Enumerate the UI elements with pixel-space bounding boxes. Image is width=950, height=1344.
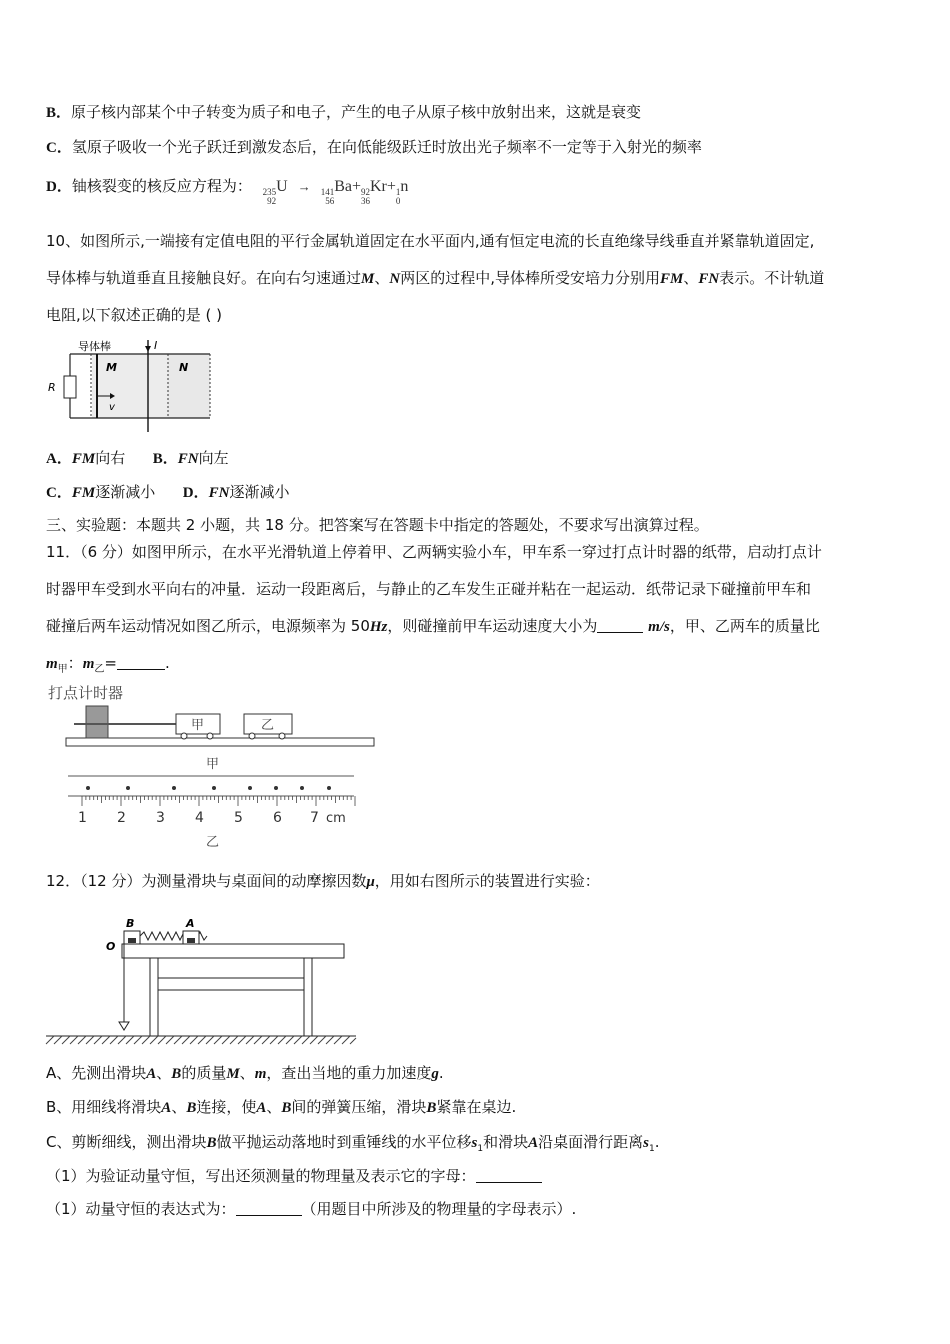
q12-sub-question-1 — [46, 1166, 542, 1186]
ruler-label: 2 — [117, 810, 126, 826]
current-label: I — [154, 339, 158, 352]
option-text: 氢原子吸收一个光子跃迁到激发态后，在向低能级跃迁时放出光子频率不一定等于入射光的频率 — [71, 138, 702, 156]
q9-option-c — [46, 137, 702, 158]
text: ，查出当地的重力加速度 — [266, 1064, 432, 1082]
symbol-m: m — [46, 656, 58, 672]
neutron-symbol: n — [400, 178, 409, 195]
origin-label: O — [106, 940, 116, 953]
option-text: 铀核裂变的核反应方程为： — [71, 177, 252, 195]
symbol: B — [281, 1100, 292, 1116]
region-m-label: M — [106, 361, 117, 374]
option-letter: C． — [46, 485, 72, 501]
answer-blank-expression[interactable] — [236, 1201, 302, 1216]
q11-line-1: 11．（6 分）如图甲所示，在水平光滑轨道上停着甲、乙两辆实验小车，甲车系一穿过打点计时器的纸带，启动打点计 — [46, 543, 822, 561]
resistor-label: R — [48, 381, 56, 394]
unit-mps: m/s — [648, 619, 670, 635]
symbol: s — [471, 1135, 478, 1151]
ruler-labels — [78, 810, 346, 826]
tape-dot — [126, 786, 130, 790]
text: . — [164, 654, 170, 672]
reaction-arrow: → — [297, 179, 311, 194]
q12-table-apparatus — [44, 914, 360, 1048]
text: ，则碰撞前甲车运动速度大小为 — [387, 617, 598, 635]
ruler-minor-ticks — [82, 796, 355, 806]
cart-a-wheel — [181, 733, 187, 739]
answer-blank-quantities[interactable] — [476, 1168, 542, 1183]
symbol: B — [426, 1100, 437, 1116]
ba-charge: 56 — [325, 196, 335, 206]
unit-hz: Hz — [369, 619, 388, 635]
velocity-label: v — [109, 402, 115, 413]
text: 、 — [171, 1098, 187, 1116]
symbol: A — [161, 1100, 172, 1116]
option-letter: A． — [46, 451, 72, 467]
text: 、 — [683, 269, 699, 287]
q10-line-2 — [46, 268, 824, 289]
text: = — [104, 654, 117, 672]
cart-a-wheel — [207, 733, 213, 739]
track — [66, 738, 374, 746]
section-3-heading: 三、实验题：本题共 2 小题，共 18 分。把答案写在答题卡中指定的答题处，不要求写出演算过程。 — [46, 516, 709, 534]
q10-rail-diagram — [44, 336, 214, 436]
text: 、 — [374, 269, 390, 287]
text: 沿桌面滑行距离 — [538, 1133, 644, 1151]
table-crossbar — [158, 978, 304, 990]
option-text: 原子核内部某个中子转变为质子和电子，产生的电子从原子核中放射出来，这就是衰变 — [71, 103, 642, 121]
symbol-fm: FM — [71, 451, 96, 467]
text: 两区的过程中,导体棒所受安培力分别用 — [400, 269, 660, 287]
symbol: B — [171, 1066, 182, 1082]
option-text: 向右 — [95, 449, 126, 467]
option-text: 逐渐减小 — [229, 483, 290, 501]
tape-dot — [274, 786, 278, 790]
text: C、剪断细线，测出滑块 — [46, 1133, 207, 1151]
current-arrowhead — [145, 346, 151, 352]
text: 和滑块 — [483, 1133, 529, 1151]
tape-dot — [300, 786, 304, 790]
ground-hatch — [46, 1036, 356, 1044]
symbol: A — [146, 1066, 157, 1082]
plumb-bob — [119, 1022, 129, 1030]
figure-caption-b: 乙 — [206, 835, 220, 850]
symbol-fm: FM — [71, 485, 96, 501]
block-a-label: A — [186, 917, 195, 930]
text: . — [438, 1064, 444, 1082]
tape-dot — [86, 786, 90, 790]
q11-line-2: 时器甲车受到水平向右的冲量．运动一段距离后，与静止的乙车发生正碰并粘在一起运动．纸带记录下碰撞前甲车和 — [46, 580, 812, 598]
text: 表示。不计轨道 — [719, 269, 825, 287]
tape-dot — [172, 786, 176, 790]
q10-options-ab — [46, 448, 229, 469]
text: （1）动量守恒的表达式为： — [46, 1200, 236, 1218]
block-a-fill — [187, 938, 195, 943]
resistor-symbol — [64, 376, 76, 398]
q10-options-cd — [46, 482, 289, 503]
symbol: s — [643, 1135, 649, 1151]
timer-box — [86, 706, 108, 738]
table-leg — [150, 958, 158, 1036]
kr-mass: 92 — [361, 187, 370, 197]
text: 间的弹簧压缩，滑块 — [291, 1098, 427, 1116]
text: （用题目中所涉及的物理量的字母表示）. — [301, 1200, 577, 1218]
block-b-label: B — [126, 917, 135, 930]
q9-option-d — [46, 176, 408, 206]
text: 导体棒与轨道垂直且接触良好。在向右匀速通过 — [46, 269, 362, 287]
symbol: B — [186, 1100, 197, 1116]
symbol-fn: FN — [208, 485, 230, 501]
symbol: M — [226, 1066, 240, 1082]
tape-dots — [86, 786, 331, 790]
uranium-symbol: U — [276, 178, 288, 195]
cart-b-wheel — [249, 733, 255, 739]
block-b-fill — [128, 938, 136, 943]
u-charge: 92 — [267, 196, 277, 206]
symbol-fn: FN — [698, 271, 720, 287]
cart-b-label: 乙 — [261, 718, 275, 733]
symbol: m — [254, 1066, 267, 1082]
q12-sub-question-2 — [46, 1199, 576, 1219]
q12-step-a — [46, 1063, 444, 1084]
symbol-m: M — [361, 271, 375, 287]
text: （1）为验证动量守恒，写出还须测量的物理量及表示它的字母： — [46, 1167, 476, 1185]
q10-line-1: 10、如图所示,一端接有定值电阻的平行金属轨道固定在水平面内,通有恒定电流的长直绝缘导线垂直并紧靠轨道固定, — [46, 232, 815, 250]
q12-step-b — [46, 1097, 516, 1118]
ruler-label: 3 — [156, 810, 165, 826]
option-letter: D． — [46, 179, 72, 195]
symbol-m: m — [82, 656, 95, 672]
text: ： — [67, 654, 83, 672]
table-top — [122, 944, 344, 958]
option-letter: D． — [182, 485, 209, 501]
option-letter: B． — [46, 105, 72, 121]
kr-charge: 36 — [361, 196, 370, 206]
tape-dot — [212, 786, 216, 790]
cart-a-label: 甲 — [191, 718, 205, 733]
ba-mass: 141 — [320, 187, 335, 197]
q11-line-4 — [46, 653, 170, 680]
subscript: 1 — [477, 1144, 484, 1154]
text: ，甲、乙两车的质量比 — [669, 617, 820, 635]
symbol-mu: μ — [366, 874, 375, 890]
text: 紧靠在桌边. — [436, 1098, 517, 1116]
subscript: 1 — [648, 1144, 655, 1154]
subscript: 乙 — [94, 664, 105, 675]
text: 、 — [239, 1064, 255, 1082]
n-mass: 1 — [395, 187, 401, 197]
ruler-label: 5 — [234, 810, 243, 826]
ruler-label: 1 — [78, 810, 87, 826]
symbol: B — [206, 1135, 217, 1151]
text: 连接，使 — [196, 1098, 257, 1116]
table-leg — [304, 958, 312, 1036]
tape-dot — [248, 786, 252, 790]
ruler-label: 7 — [310, 810, 319, 826]
q10-line-3: 电阻,以下叙述正确的是 ( ) — [46, 306, 223, 324]
symbol: A — [256, 1100, 267, 1116]
tape-dot — [327, 786, 331, 790]
symbol-fn: FN — [177, 451, 199, 467]
symbol-fm: FM — [660, 271, 684, 287]
ruler-unit: cm — [326, 811, 346, 826]
text: 12．（12 分）为测量滑块与桌面间的动摩擦因数 — [46, 872, 367, 890]
n-charge: 0 — [395, 196, 401, 206]
rod-label: 导体棒 — [78, 340, 111, 353]
ruler-label: 6 — [273, 810, 282, 826]
region-n-label: N — [179, 361, 189, 374]
cart-b-wheel — [279, 733, 285, 739]
ruler-label: 4 — [195, 810, 204, 826]
u-mass: 235 — [262, 187, 277, 197]
text: 、 — [156, 1064, 172, 1082]
timer-label: 打点计时器 — [48, 684, 124, 702]
symbol: A — [528, 1135, 539, 1151]
text: 、 — [266, 1098, 282, 1116]
q12-line-1 — [46, 871, 600, 892]
q12-step-c — [46, 1132, 660, 1159]
symbol: g — [431, 1066, 439, 1082]
q9-option-b — [46, 102, 641, 123]
option-text: 向左 — [198, 449, 229, 467]
q11-experiment-figure — [44, 680, 380, 852]
option-letter: C． — [46, 140, 72, 156]
text: B、用细线将滑块 — [46, 1098, 162, 1116]
krypton-symbol: Kr+ — [370, 178, 396, 195]
figure-caption-a: 甲 — [206, 757, 220, 772]
text: 的质量 — [181, 1064, 227, 1082]
region-m-field — [92, 354, 168, 418]
text: ，用如右图所示的装置进行实验： — [374, 872, 600, 890]
text: 碰撞后两车运动情况如图乙所示，电源频率为 50 — [46, 617, 370, 635]
symbol-n: N — [389, 271, 401, 287]
barium-symbol: Ba+ — [334, 178, 361, 195]
text: . — [654, 1133, 660, 1151]
option-text: 逐渐减小 — [95, 483, 156, 501]
q11-line-3 — [46, 616, 820, 637]
fission-equation — [263, 177, 409, 206]
text: 做平抛运动落地时到重锤线的水平位移 — [216, 1133, 472, 1151]
subscript: 甲 — [57, 664, 68, 675]
text: A、先测出滑块 — [46, 1064, 147, 1082]
answer-blank-mass-ratio[interactable] — [117, 655, 165, 670]
option-letter: B． — [152, 451, 178, 467]
answer-blank-velocity[interactable] — [597, 618, 643, 633]
